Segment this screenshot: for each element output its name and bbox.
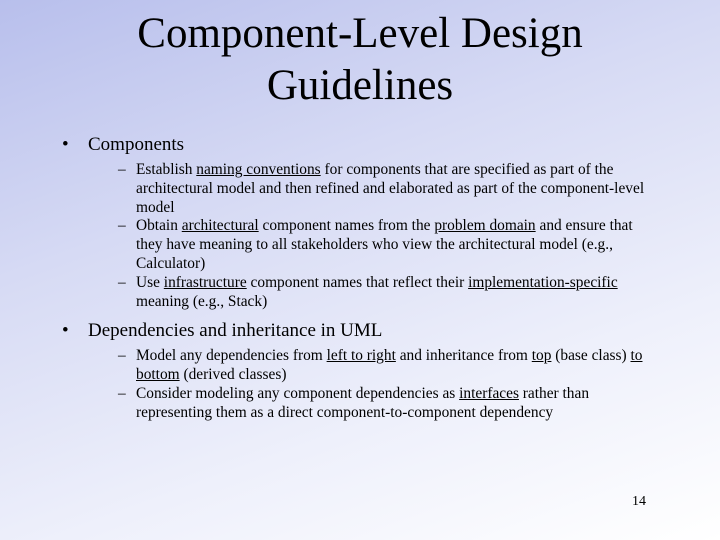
subitem-text: Use bbox=[136, 273, 164, 291]
title-line-2: Guidelines bbox=[266, 62, 454, 109]
subitem-infrastructure-names bbox=[118, 274, 662, 312]
subitem-text: component names from the bbox=[258, 217, 435, 235]
slide-title bbox=[60, 8, 660, 112]
dash-icon: – bbox=[118, 273, 126, 291]
subitem-text: (derived classes) bbox=[179, 366, 287, 384]
dependencies-subitems bbox=[118, 347, 662, 422]
subitem-text: component names that reflect their bbox=[246, 273, 469, 291]
underlined-term: architectural bbox=[181, 217, 259, 235]
underlined-term: infrastructure bbox=[163, 273, 247, 291]
subitem-architectural-names bbox=[118, 217, 662, 273]
underlined-term: problem domain bbox=[434, 217, 536, 235]
subitem-text: rather than representing them as a direct component-to-component dependency bbox=[136, 384, 590, 421]
subitem-text: meaning (e.g., Stack) bbox=[136, 292, 268, 310]
components-subitems bbox=[118, 161, 662, 311]
slide-body bbox=[62, 133, 662, 423]
underlined-term: implementation-specific bbox=[468, 273, 618, 291]
dash-icon: – bbox=[118, 217, 126, 235]
subitem-text: Establish bbox=[136, 161, 197, 178]
subitem-text: (base class) bbox=[551, 347, 631, 365]
bullet-dot-icon: • bbox=[62, 134, 69, 155]
underlined-term: naming conventions bbox=[196, 161, 321, 178]
bullet-label: Dependencies and inheritance in UML bbox=[88, 320, 383, 342]
dash-icon: – bbox=[118, 161, 126, 178]
subitem-model-dependencies bbox=[118, 347, 662, 385]
underlined-term: interfaces bbox=[459, 384, 519, 402]
underlined-term: left to right bbox=[326, 347, 396, 365]
dash-icon: – bbox=[118, 347, 126, 365]
subitem-text: for components that are specified as part of the architectural model and then refined and elaborated as part of the component-level model bbox=[136, 161, 645, 216]
dash-icon: – bbox=[118, 384, 126, 402]
underlined-term: to bottom bbox=[136, 347, 643, 384]
title-line-1: Component-Level Design bbox=[137, 10, 583, 57]
subitem-text: Obtain bbox=[136, 217, 182, 235]
bullet-label: Components bbox=[88, 134, 185, 155]
subitem-text: and ensure that they have meaning to all stakeholders who view the architectural model (e.g., Calculator) bbox=[136, 217, 633, 272]
subitem-text: Model any dependencies from bbox=[136, 347, 327, 365]
subitem-naming-conventions bbox=[118, 161, 662, 217]
bullet-dependencies bbox=[62, 319, 662, 343]
subitem-text: and inheritance from bbox=[395, 347, 532, 365]
subitem-text: Consider modeling any component dependencies as bbox=[136, 384, 460, 402]
subitem-interfaces bbox=[118, 385, 662, 423]
page-number: 14 bbox=[632, 494, 646, 509]
bullet-components bbox=[62, 133, 662, 157]
underlined-term: top bbox=[531, 347, 552, 365]
bullet-dot-icon: • bbox=[62, 320, 69, 342]
